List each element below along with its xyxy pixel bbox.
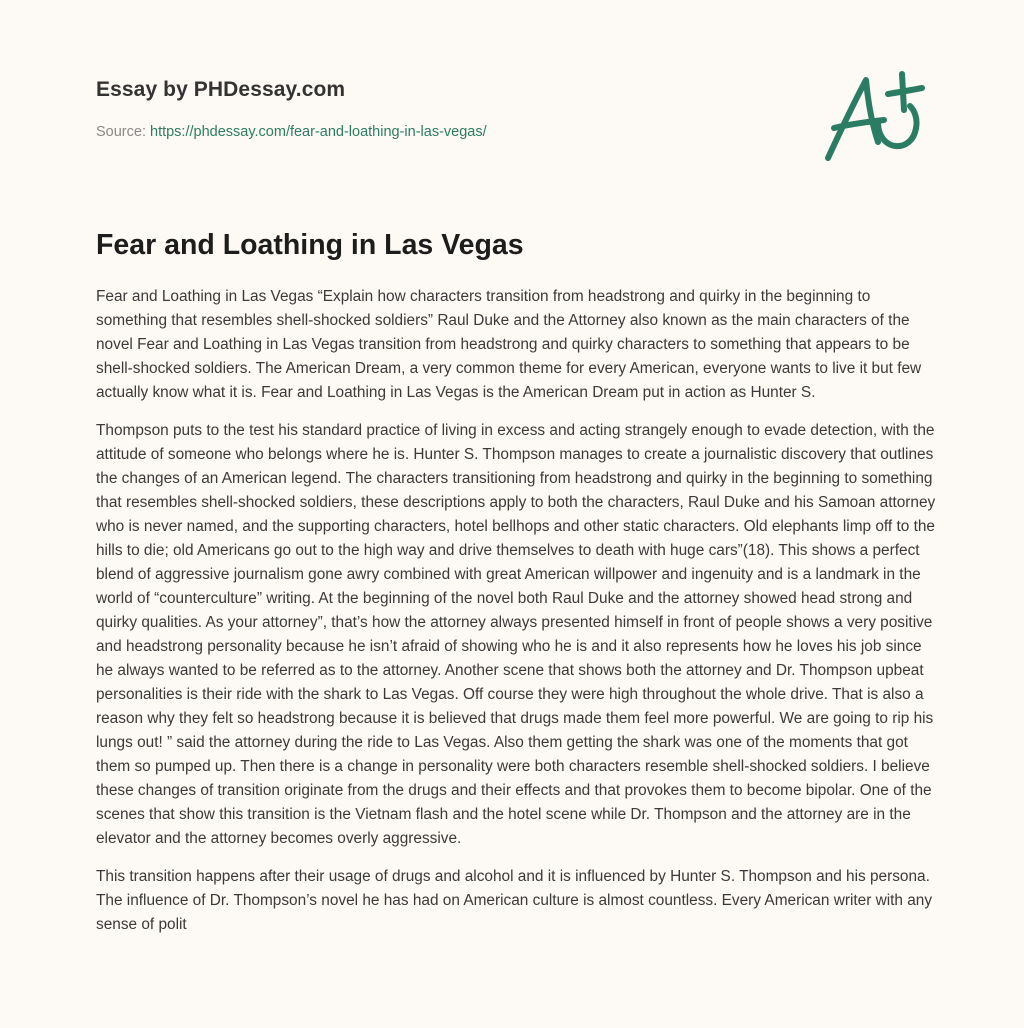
essay-header	[96, 76, 796, 142]
essay-paragraph: This transition happens after their usage of drugs and alcohol and it is influenced by Hunter S. Thompson and his persona. The influence of Dr. Thompson’s novel he has had on American culture is almost countless. Every American writer with any sense of polit	[96, 868, 933, 933]
essay-paragraph: Thompson puts to the test his standard practice of living in excess and acting strangely enough to evade detection, with the attitude of someone who belongs where he is. Hunter S. Thompson manages to create a journalistic discovery that outlines the changes of an American legend. The characters transitioning from headstrong and quirky in the beginning to something that resembles shell-shocked soldiers, these descriptions apply to both the characters, Raul Duke and his Samoan attorney who is never named, and the supporting characters, hotel bellhops and other static characters. Old elephants limp off to the hills to die; old Americans go out to the high way and drive themselves to death with huge cars”(18). This shows a perfect blend of aggressive journalism gone awry combined with great American willpower and ingenuity and is a landmark in the world of “counterculture” writing. At the beginning of the novel both Raul Duke and the attorney showed head strong and quirky qualities. As your attorney”, that’s how the attorney always presented himself in front of people shows a very positive and headstrong personality because he isn’t afraid of showing who he is and it also represents how he loves his job since he always wanted to be referred as to the attorney. Another scene that shows both the attorney and Dr. Thompson upbeat personalities is their ride with the shark to Las Vegas. Off course they were high throughout the whole drive. That is also a reason why they felt so headstrong because it is believed that drugs made them feel more powerful. We are going to rip his lungs out! ” said the attorney during the ride to Las Vegas. Also them getting the shark was one of the moments that got them so pumped up. Then there is a change in personality were both characters resemble shell-shocked soldiers. I believe these changes of transition originate from the drugs and their effects and that provokes them to become bipolar. One of the scenes that show this transition is the Vietnam flash and the hotel scene while Dr. Thompson and the attorney are in the elevator and the attorney becomes overly aggressive.	[96, 422, 936, 847]
essay-paragraph: Fear and Loathing in Las Vegas “Explain how characters transition from headstrong and quirky in the beginning to something that resembles shell-shocked soldiers” Raul Duke and the Attorney also known as the main characters of the novel Fear and Loathing in Las Vegas transition from headstrong and quirky characters to something that appears to be shell-shocked soldiers. The American Dream, a very common theme for every American, everyone wants to live it but few actually know what it is. Fear and Loathing in Las Vegas is the American Dream put in action as Hunter S.	[96, 288, 922, 401]
a-plus-grade-icon	[818, 62, 938, 172]
source-link[interactable]: https://phdessay.com/fear-and-loathing-in-las-vegas/	[150, 124, 487, 140]
essay-body	[96, 285, 936, 951]
source-label: Source:	[96, 124, 150, 140]
essay-title: Fear and Loathing in Las Vegas	[96, 229, 524, 261]
brand-title: Essay by PHDessay.com	[96, 78, 346, 101]
source-line	[96, 122, 796, 142]
